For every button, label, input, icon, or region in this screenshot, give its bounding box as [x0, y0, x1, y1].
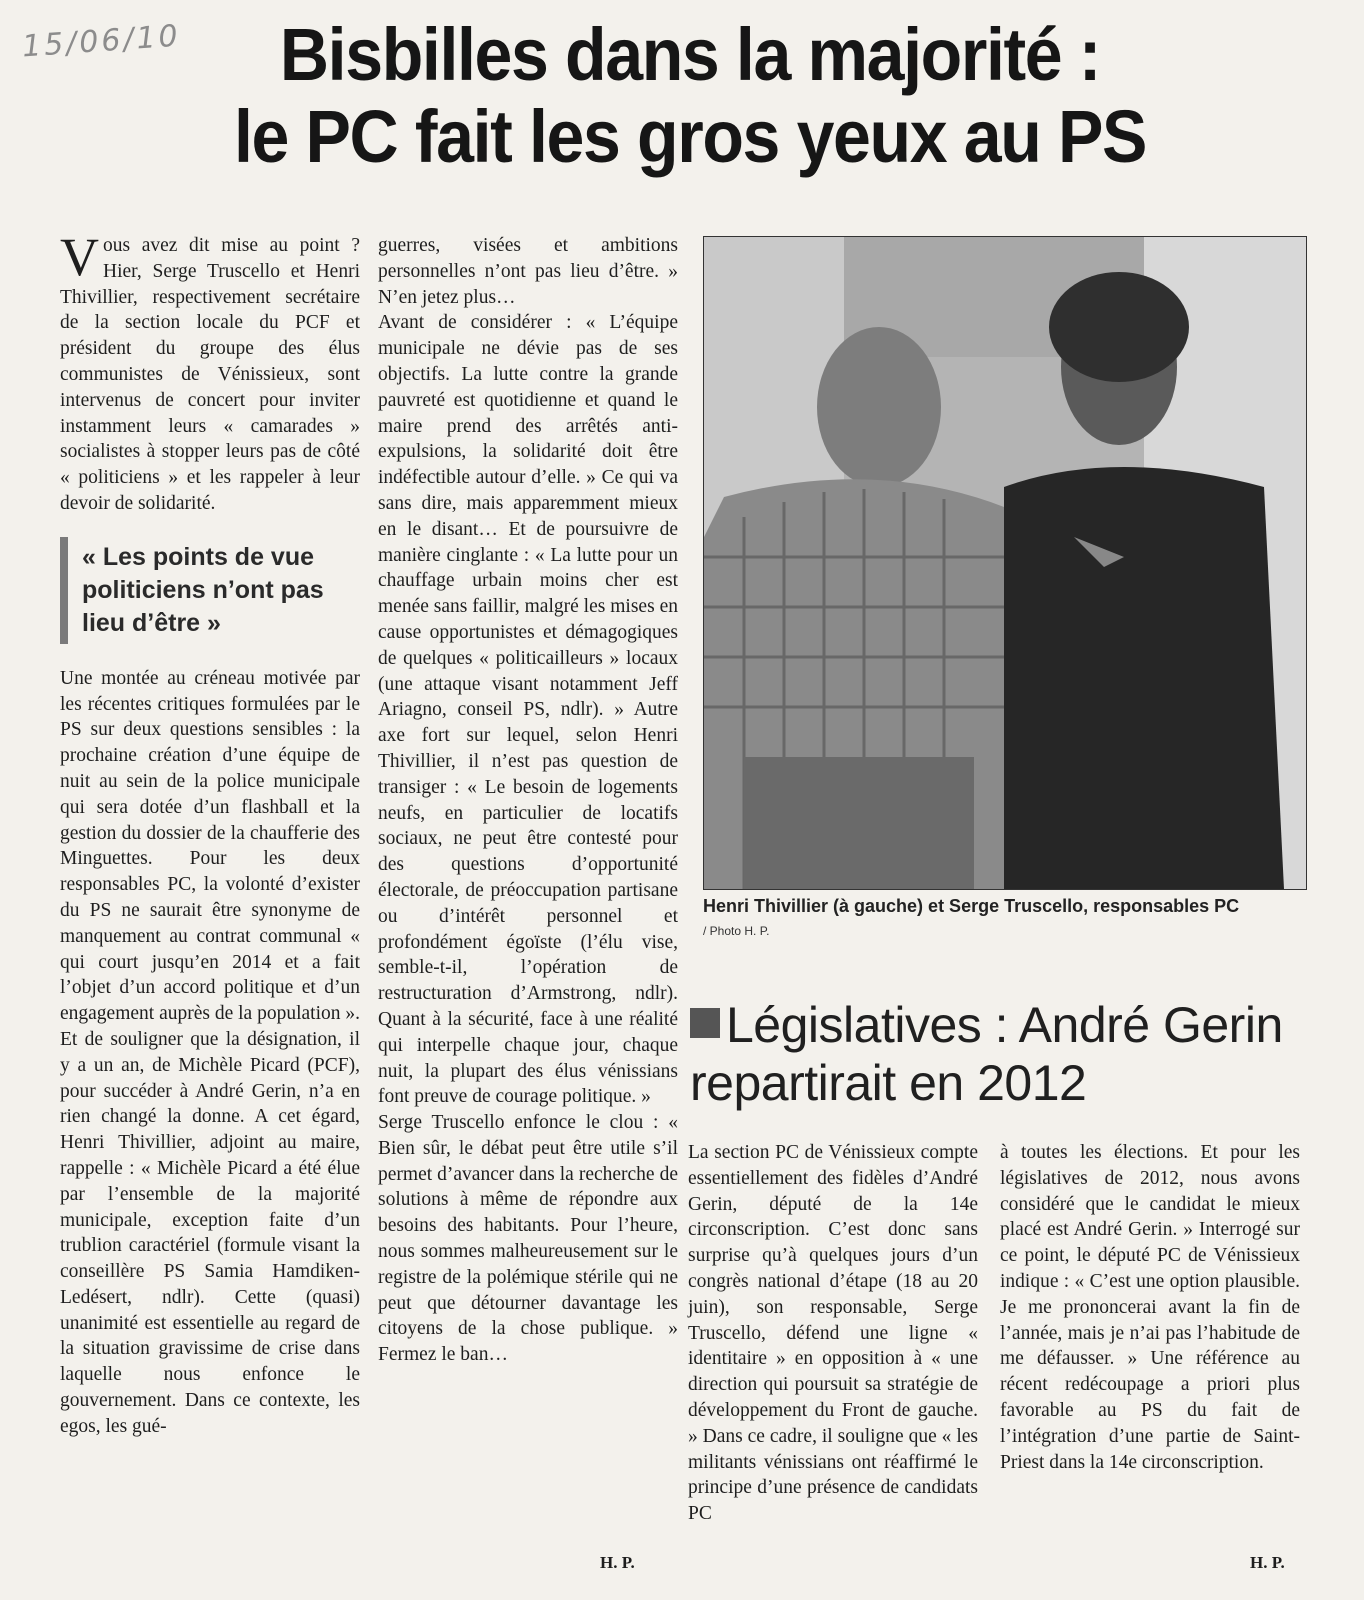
news-photo — [703, 236, 1307, 890]
article-body-paragraph: Avant de considérer : « L’équipe municipale ne dévie pas de ses objectifs. La lutte contre la grande pauvreté est quotidienne et quand le maire prend des arrêtés anti-expulsions, la solidarité doit être indéfectible autour d’elle. » Ce qui va sans dire, mais apparemment mieux en le disant… Et de poursuivre de manière cinglante : « La lutte pour un chauffage urbain moins cher est menée sans faillir, malgré les mises en cause opportunistes et démagogiques de quelques « politicailleurs » locaux (une attaque visant notamment Jeff Ariagno, conseil PS, ndlr). » Autre axe fort sur lequel, selon Henri Thivillier, il n’est pas question de transiger : « Le besoin de logements neufs, en particulier de locatifs sociaux, ne peut être contesté pour des questions d’opportunité électorale, de préoccupation partisane ou d’intérêt personnel et profondément égoïste (l’élu vise, semble-t-il, l’opération de restructuration d’Armstrong, ndlr). Quant à la sécurité, face à une réalité qui interpelle chaque jour, chaque nuit, la plupart des élus vénissians font preuve de courage politique. » — [378, 312, 678, 1108]
headline-line-2: le PC fait les gros yeux au PS — [233, 95, 1147, 178]
intro-text: ous avez dit mise au point ? Hier, Serge Truscello et Henri Thivillier, respectivement secrétaire de la section locale du PCF et président du groupe des élus communistes de Vénissieux, sont intervenus de concert pour inviter instamment leurs « camarades » socialistes à stopper leurs pas de côté « politiciens » et les rappeler à leur devoir de solidarité. — [60, 235, 360, 514]
photo-illustration — [704, 237, 1306, 889]
photo-caption: Henri Thivillier (à gauche) et Serge Truscello, responsables PC — [703, 896, 1240, 916]
article-body-paragraph: guerres, visées et ambitions personnelles n’ont pas lieu d’être. » N’en jetez plus… — [378, 235, 678, 308]
handwritten-date: 15/06/10 — [20, 18, 182, 65]
article2-title-text: Législatives : André Gerin repartirait en 2012 — [690, 997, 1283, 1111]
article2-title — [690, 996, 1290, 1112]
article-body-paragraph: Une montée au créneau motivée par les récentes critiques formulées par le PS sur deux questions sensibles : la prochaine création d’une équipe de nuit au sein de la police municipale qui sera dotée d’un flashball et la gestion du dossier de la chaufferie des Minguettes. Pour les deux responsables PC, la volonté d’exister du PS ne saurait être synonyme de manquement au contrat communal « qui court jusqu’en 2014 et a fait l’objet d’un accord politique et d’un engagement auprès de la population ». Et de souligner que la désignation, il y a un an, de Michèle Picard (PCF), pour succéder à André Gerin, n’a en rien changé la donne. A cet égard, Henri Thivillier, adjoint au maire, rappelle : « Michèle Picard a été élue par l’ensemble de la majorité municipale, exception faite d’un trublion caractériel (formule visant la conseillère PS Samia Hamdiken-Ledésert, ndlr). Cette (quasi) unanimité est essentielle au regard de la situation gravissime de crise dans laquelle nous enfonce le gouvernement. Dans ce contexte, les egos, les gué- — [60, 667, 360, 1437]
article2-column-2 — [1000, 1140, 1300, 1475]
article-intro — [60, 227, 360, 517]
square-bullet-icon — [690, 1008, 720, 1038]
article2-signature: H. P. — [1250, 1553, 1285, 1572]
pull-quote: « Les points de vue politiciens n’ont pas lieu d’être » — [60, 537, 360, 644]
drop-cap: V — [60, 227, 99, 287]
article2-paragraph: La section PC de Vénissieux compte essentiellement des fidèles d’André Gerin, député de la 14e circonscription. C’est donc sans surprise qu’à quelques jours d’un congrès national d’étape (18 au 20 juin), son responsable, Serge Truscello, défend une ligne « identitaire » en opposition à « une direction qui poursuit sa stratégie de développement du Front de gauche. » Dans ce cadre, il souligne que « les militants vénissians ont réaffirmé le principe d’une présence de candidats PC — [688, 1142, 978, 1525]
article-signature: H. P. — [600, 1553, 635, 1572]
photo-credit: / Photo H. P. — [703, 924, 770, 938]
article-body-paragraph: Serge Truscello enfonce le clou : « Bien sûr, le débat peut être utile s’il permet d’avancer dans la recherche de solutions à même de répondre aux besoins des habitants. Pour l’heure, nous sommes malheureusement sur le registre de la polémique stérile qui ne peut que détourner davantage les citoyens de la chose publique. » Fermez le ban… — [378, 1112, 678, 1366]
article-column-1 — [60, 227, 360, 1440]
headline-line-1: Bisbilles dans la majorité : — [279, 13, 1101, 96]
article-column-2 — [378, 233, 678, 1368]
headline — [202, 14, 1177, 178]
article2-paragraph: à toutes les élections. Et pour les législatives de 2012, nous avons considéré que le candidat le mieux placé est André Gerin. » Interrogé sur ce point, le député PC de Vénissieux indique : « C’est une option plausible. Je me prononcerai avant la fin de l’année, mais je n’ai pas l’habitude de me défausser. » Une référence au récent redécoupage a priori plus favorable au PS du fait de l’intégration d’une partie de Saint-Priest dans la 14e circonscription. — [1000, 1142, 1300, 1473]
article2-column-1 — [688, 1140, 978, 1527]
